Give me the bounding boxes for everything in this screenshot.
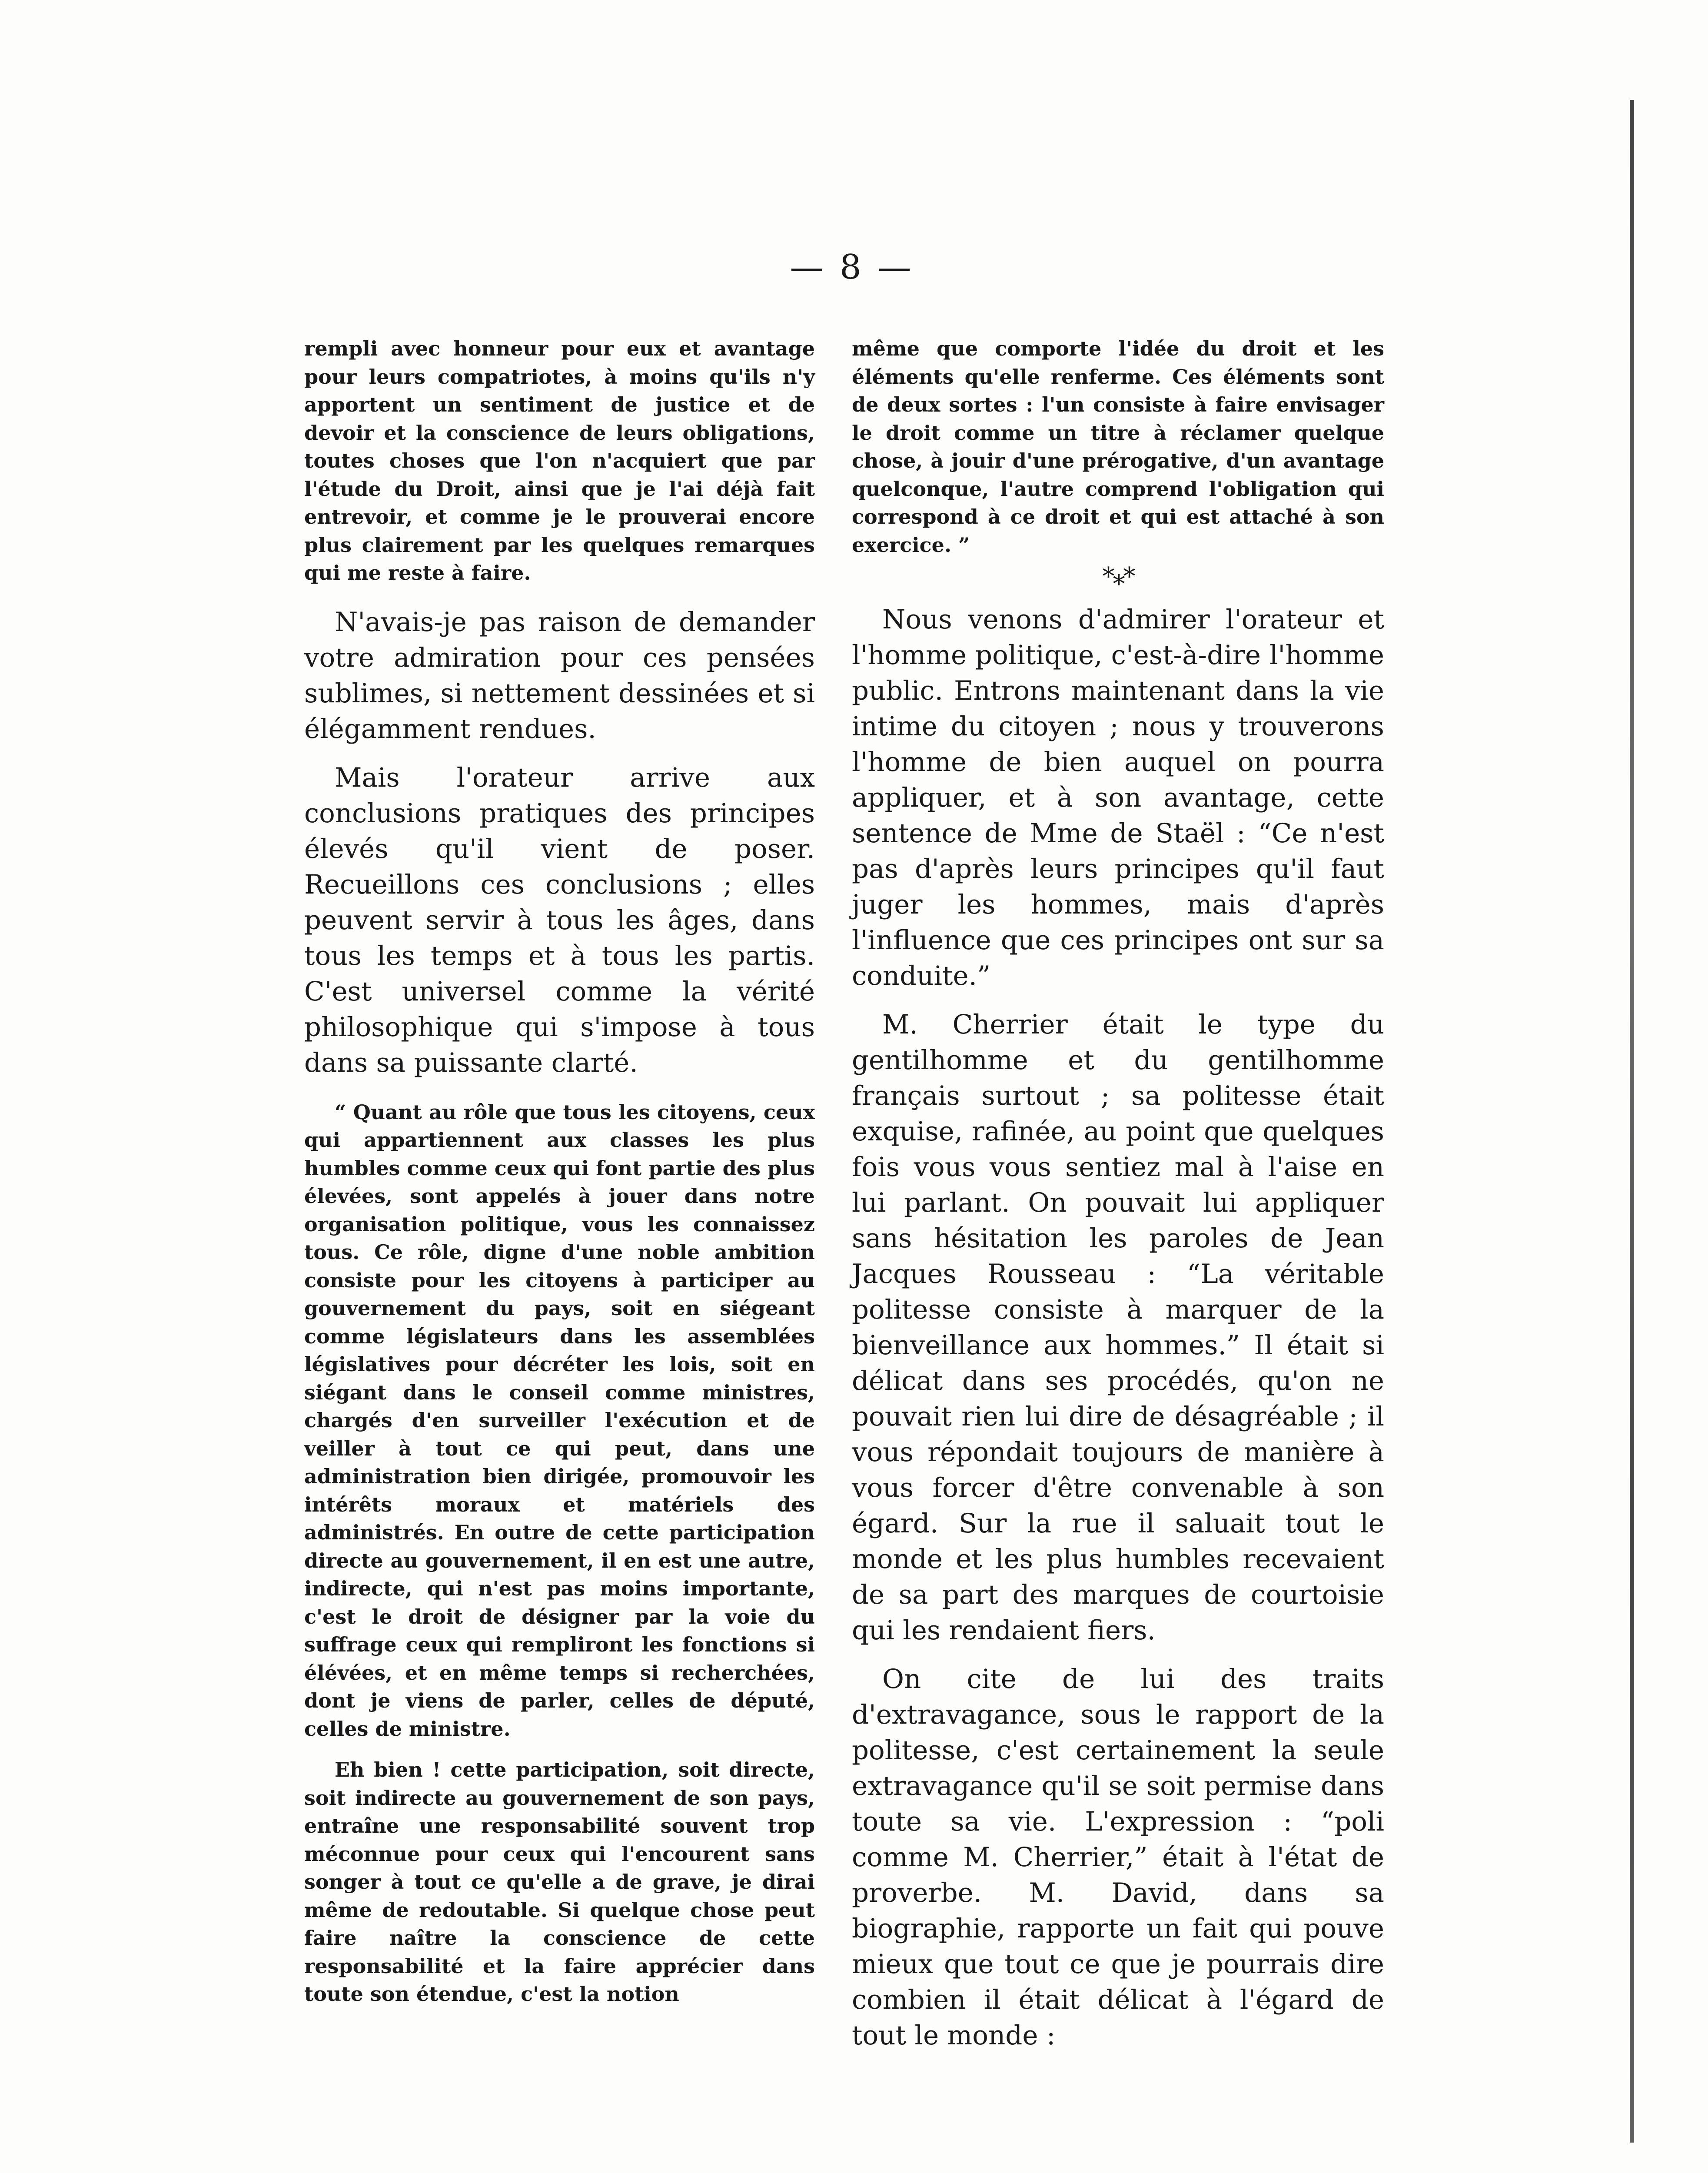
quoted-paragraph: Eh bien ! cette participation, soit directe, soit indirecte au gouvernement de son pays, entraîne une responsabilité souvent trop méconnue pour ceux qui l'encourent sans songer à tout ce qu'elle a de grave, je dirai même de redoutable. Si quelque chose peut faire naître la conscience de cette responsabilité et la faire apprécier dans toute son étendue, c'est la notion [304,1758,815,2006]
section-separator: *⁎* [1102,562,1134,591]
left-column [304,335,815,2008]
paragraph: N'avais-je pas raison de demander votre admiration pour ces pensées sublimes, si nettement dessinées et si élégamment rendues. [304,606,815,744]
paragraph: On cite de lui des traits d'extravagance, sous le rapport de la politesse, c'est certainement la seule extravagance qu'il se soit permise dans toute sa vie. L'expression : “poli comme M. Cherrier,” était à l'état de proverbe. M. David, dans sa biographie, rapporte un fait qui pouve mieux que tout ce que je pourrais dire combien il était délicat à l'égard de tout le monde : [852,1664,1384,2051]
page-edge-line [1630,100,1634,2143]
right-column [852,335,1384,2053]
quoted-paragraph: “ Quant au rôle que tous les citoyens, ceux qui appartiennent aux classes les plus humbles comme ceux qui font partie des plus élevées, sont appelés à jouer dans notre organisation politique, vous les connaissez tous. Ce rôle, digne d'une noble ambition consiste pour les citoyens à participer au gouvernement du pays, soit en siégeant comme législateurs dans les assemblées législatives pour décréter les lois, soit en siégant dans le conseil comme ministres, chargés d'en surveiller l'exécution et de veiller à tout ce qui peut, dans une administration bien dirigée, promouvoir les intérêts moraux et matériels des administrés. En outre de cette participation directe au gouvernement, il en est une autre, indirecte, qui n'est pas moins importante, c'est le droit de désigner par la voie du suffrage ceux qui rempliront les fonctions si élévées, et en même temps si recherchées, dont je viens de parler, celles de député, celles de ministre. [304,1100,815,1741]
page-number: — 8 — [790,248,914,287]
quoted-paragraph-continued: même que comporte l'idée du droit et les éléments qu'elle renferme. Ces éléments sont de deux sortes : l'un consiste à faire envisager le droit comme un titre à réclamer quelque chose, à jouir d'une prérogative, d'un avantage quelconque, l'autre comprend l'obligation qui correspond à ce droit et qui est attaché à son exercice. ” [852,337,1384,557]
paragraph: Nous venons d'admirer l'orateur et l'homme politique, c'est-à-dire l'homme public. Entrons maintenant dans la vie intime du citoyen ; nous y trouverons l'homme de bien auquel on pourra appliquer, et à son avantage, cette sentence de Mme de Staël : “Ce n'est pas d'après leurs principes qu'il faut juger les hommes, mais d'après l'influence que ces principes ont sur sa conduite.” [852,604,1384,991]
paragraph-continued: rempli avec honneur pour eux et avantage pour leurs compatriotes, à moins qu'ils n'y apportent un sentiment de justice et de devoir et la conscience de leurs obligations, toutes choses que l'on n'acquiert que par l'étude du Droit, ainsi que je l'ai déjà fait entrevoir, et comme je le prouverai encore plus clairement par les quelques remarques qui me reste à faire. [304,337,815,585]
paragraph: Mais l'orateur arrive aux conclusions pratiques des principes élevés qu'il vient de poser. Recueillons ces conclusions ; elles peuvent servir à tous les âges, dans tous les temps et à tous les partis. C'est universel comme la vérité philosophique qui s'impose à tous dans sa puissante clarté. [304,762,815,1078]
paragraph: M. Cherrier était le type du gentilhomme et du gentilhomme français surtout ; sa politesse était exquise, rafinée, au point que quelques fois vous vous sentiez mal à l'aise en lui parlant. On pouvait lui appliquer sans hésitation les paroles de Jean Jacques Rousseau : “La véritable politesse consiste à marquer de la bienveillance aux hommes.” Il était si délicat dans ses procédés, qu'on ne pouvait rien lui dire de désagréable ; il vous répondait toujours de manière à vous forcer d'être convenable à son égard. Sur la rue il saluait tout le monde et les plus humbles recevaient de sa part des marques de courtoisie qui les rendaient fiers. [852,1009,1384,1646]
